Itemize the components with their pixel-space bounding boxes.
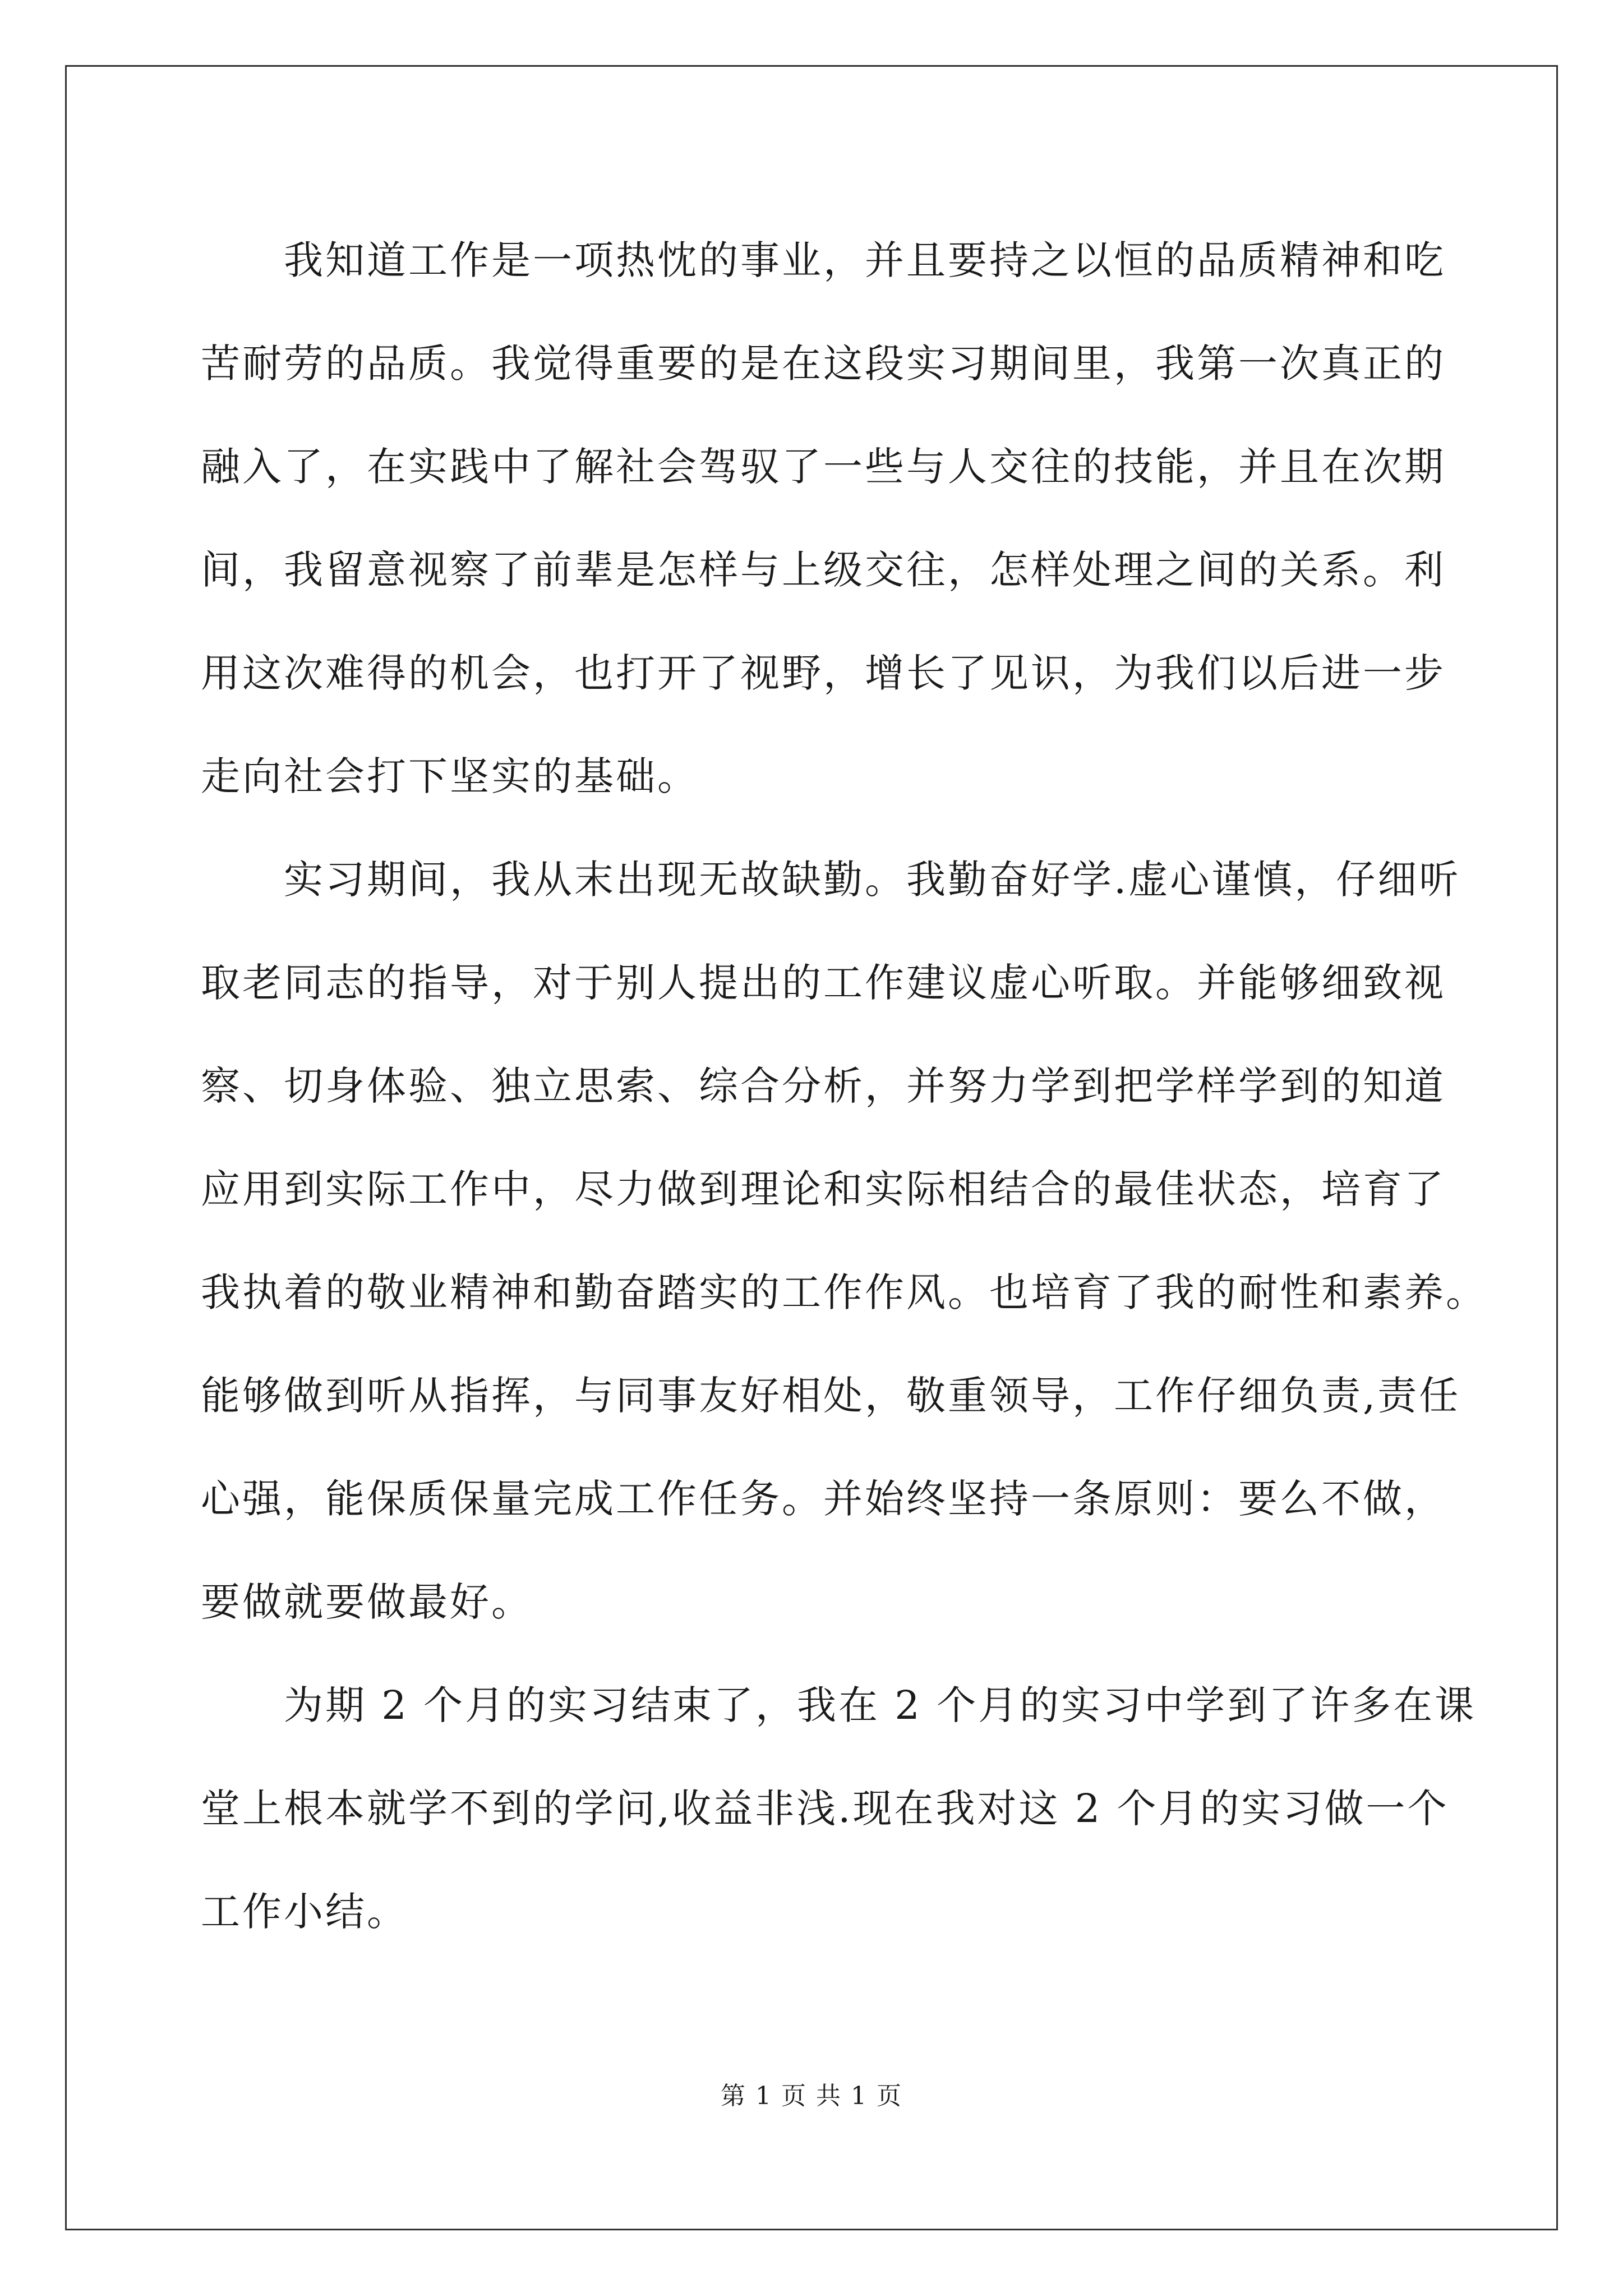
paragraph-2-line-6: 能够做到听从指挥，与同事友好相处，敬重领导，工作仔细负责,责任	[201, 1373, 1461, 1419]
paragraph-2-line-7: 心强，能保质保量完成工作任务。并始终坚持一条原则：要么不做，	[201, 1476, 1446, 1522]
paragraph-3-line-2: 堂上根本就学不到的学问,收益非浅.现在我对这 2 个月的实习做一个	[201, 1786, 1449, 1832]
paragraph-2-line-5: 我执着的敬业精神和勤奋踏实的工作作风。也培育了我的耐性和素养。	[201, 1269, 1487, 1315]
paragraph-3-line-1: 为期 2 个月的实习结束了，我在 2 个月的实习中学到了许多在课	[284, 1682, 1477, 1728]
paragraph-1-line-3: 融入了，在实践中了解社会驾驭了一些与人交往的技能，并且在次期	[201, 444, 1446, 490]
paragraph-2-line-2: 取老同志的指导，对于别人提出的工作建议虚心听取。并能够细致视	[201, 960, 1446, 1006]
page-indicator: 第 1 页 共 1 页	[721, 2082, 902, 2110]
document-body	[201, 209, 1487, 1963]
page-footer	[0, 2076, 1623, 2111]
paragraph-2-line-3: 察、切身体验、独立思索、综合分析，并努力学到把学样学到的知道	[201, 1063, 1446, 1109]
paragraph-2-line-8: 要做就要做最好。	[201, 1579, 533, 1625]
paragraph-1-line-6: 走向社会打下坚实的基础。	[201, 753, 699, 799]
paragraph-1-line-5: 用这次难得的机会，也打开了视野，增长了见识，为我们以后进一步	[201, 650, 1446, 696]
paragraph-1-line-2: 苦耐劳的品质。我觉得重要的是在这段实习期间里，我第一次真正的	[201, 341, 1446, 386]
paragraph-1-line-1: 我知道工作是一项热忱的事业，并且要持之以恒的品质精神和吃	[284, 237, 1446, 283]
paragraph-2-line-4: 应用到实际工作中，尽力做到理论和实际相结合的最佳状态，培育了	[201, 1166, 1446, 1212]
paragraph-2-line-1: 实习期间，我从末出现无故缺勤。我勤奋好学.虚心谨慎，仔细听	[284, 857, 1461, 903]
paragraph-3-line-3: 工作小结。	[201, 1889, 408, 1935]
paragraph-1-line-4: 间，我留意视察了前辈是怎样与上级交往，怎样处理之间的关系。利	[201, 547, 1446, 593]
